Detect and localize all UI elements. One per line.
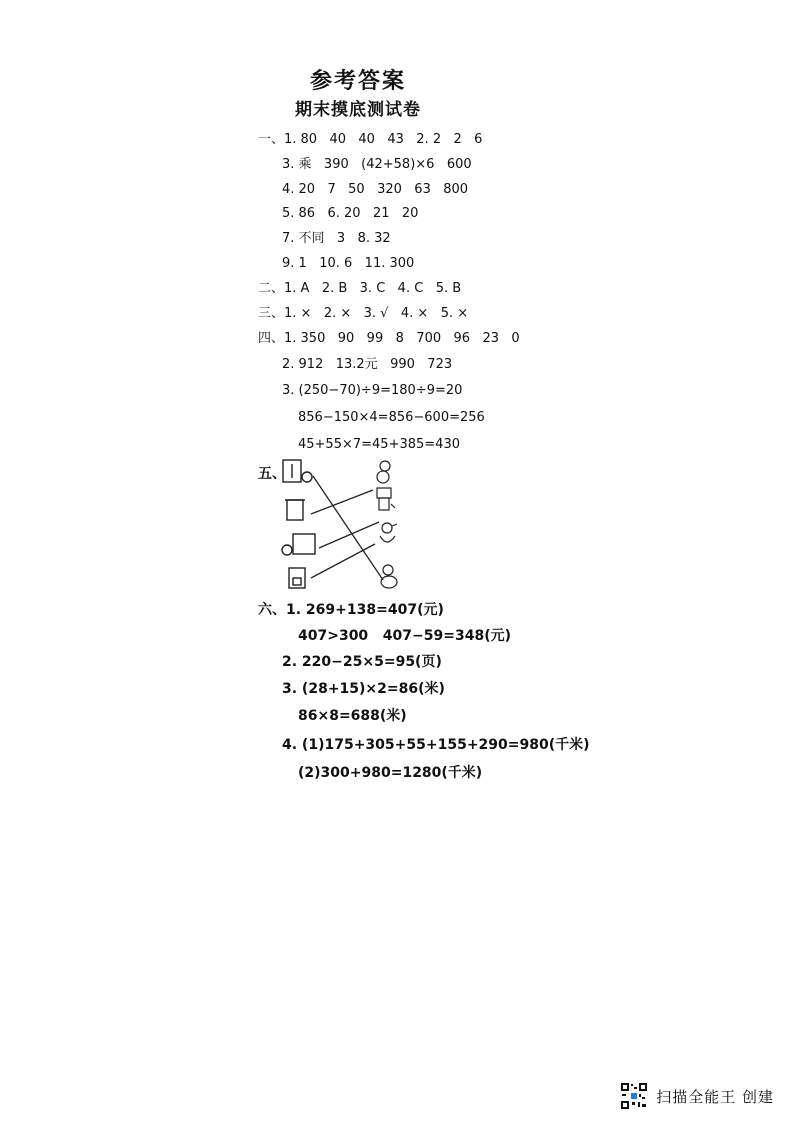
chick-icon (377, 461, 390, 483)
answer-line-1: 一、1. 80 40 40 43 2. 2 2 6 (258, 132, 483, 147)
answer-line-11: 3. (250−70)÷9=180÷9=20 (282, 383, 463, 398)
left-shape-3 (282, 534, 315, 555)
answer-line-17: 2. 220−25×5=95(页) (282, 654, 442, 670)
answer-line-9: 四、1. 350 90 99 8 700 96 23 0 (258, 331, 520, 346)
cat-robot-icon (377, 488, 395, 510)
page-title: 参考答案 (309, 69, 406, 94)
page-subtitle: 期末摸底测试卷 (295, 100, 421, 120)
bird-icon (380, 523, 397, 542)
answer-line-3: 4. 20 7 50 320 63 800 (282, 182, 469, 197)
qr-code-icon (620, 1082, 648, 1110)
answer-line-21: (2)300+980=1280(千米) (298, 765, 483, 781)
duck-icon (381, 565, 397, 588)
section-five-label: 五、 (258, 466, 286, 482)
answer-line-5: 7. 不同 3 8. 32 (282, 231, 391, 246)
answer-line-18: 3. (28+15)×2=86(米) (282, 681, 445, 697)
answer-line-16: 407>300 407−59=348(元) (298, 628, 511, 644)
answer-line-19: 86×8=688(米) (298, 708, 407, 724)
answer-line-8: 三、1. × 2. × 3. √ 4. × 5. × (258, 306, 469, 321)
answer-line-10: 2. 912 13.2元 990 723 (282, 357, 453, 372)
answer-line-20: 4. (1)175+305+55+155+290=980(千米) (282, 737, 590, 753)
answer-line-15: 六、1. 269+138=407(元) (258, 602, 444, 618)
footer-watermark (620, 1082, 774, 1110)
answer-line-7: 二、1. A 2. B 3. C 4. C 5. B (258, 281, 462, 296)
footer-brand-text: 扫描全能王 创建 (656, 1087, 774, 1106)
answer-line-6: 9. 1 10. 6 11. 300 (282, 256, 415, 271)
left-shape-2 (285, 500, 305, 520)
qr-code-svg (620, 1082, 648, 1110)
left-shape-4 (289, 568, 305, 588)
answer-line-12: 856−150×4=856−600=256 (298, 410, 485, 425)
matching-diagram-svg (255, 458, 425, 598)
matching-diagram (255, 458, 425, 598)
answer-line-13: 45+55×7=45+385=430 (298, 437, 460, 452)
answer-line-2: 3. 乘 390 (42+58)×6 600 (282, 157, 472, 172)
matching-lines (311, 476, 383, 580)
answer-line-4: 5. 86 6. 20 21 20 (282, 206, 419, 221)
left-shape-1 (283, 460, 312, 482)
